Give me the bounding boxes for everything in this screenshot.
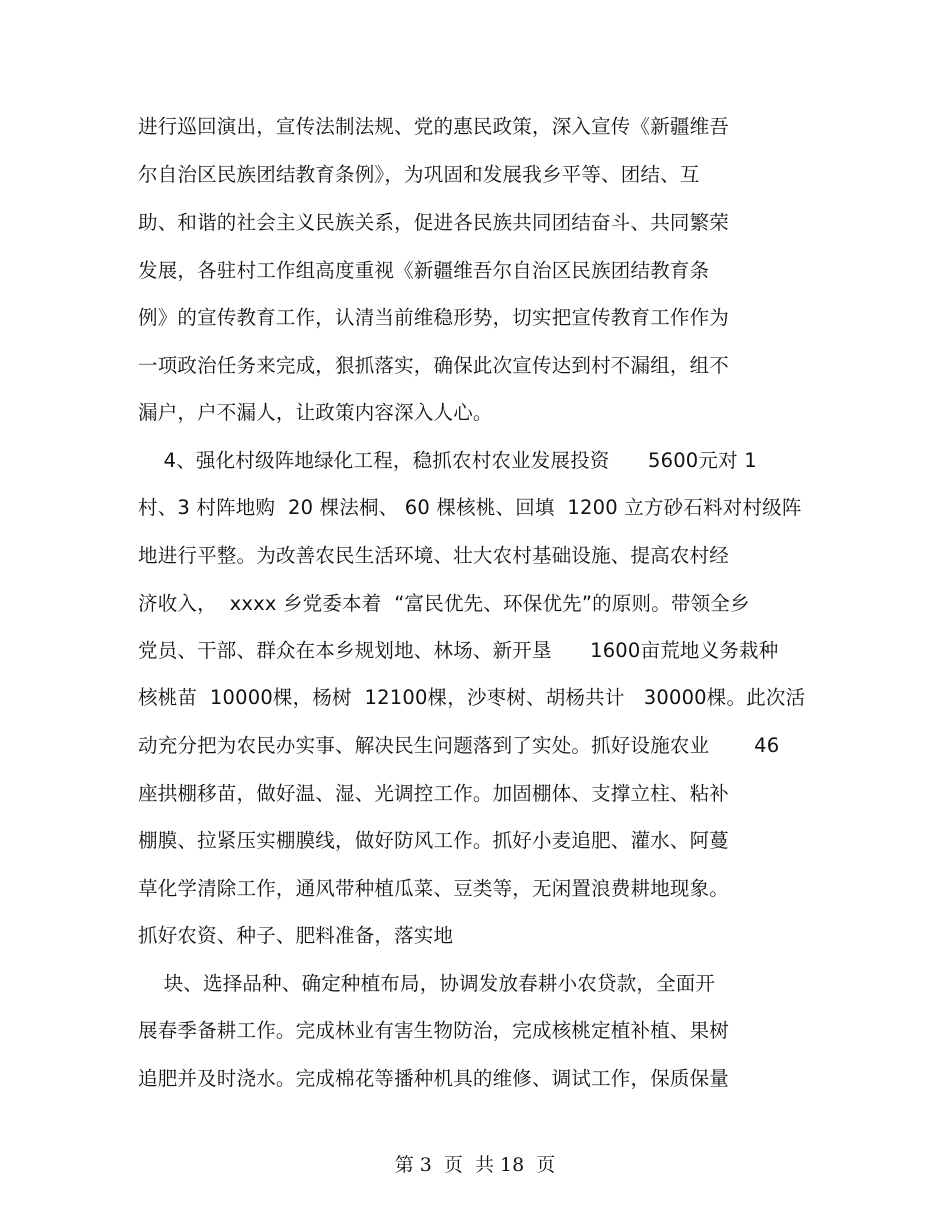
- text-line-10: 地进行平整。为改善农民生活环境、壮大农村基础设施、提高农村经: [138, 544, 730, 567]
- text-line-8: 4、强化村级阵地绿化工程，稳抓农村农业发展投资 5600元对 1: [138, 449, 757, 472]
- text-line-15: 座拱棚移苗，做好温、湿、光调控工作。加固棚体、支撑立柱、粘补: [138, 782, 730, 805]
- text-line-11: 济收入， xxxx 乡党委本着 “富民优先、环保优先”的原则。带领全乡: [138, 592, 750, 615]
- text-line-4: 发展，各驻村工作组高度重视《新疆维吾尔自治区民族团结教育条: [138, 259, 710, 282]
- text-line-17: 草化学清除工作，通风带种植瓜菜、豆类等，无闲置浪费耕地现象。: [138, 877, 730, 900]
- text-line-21: 追肥并及时浇水。完成棉花等播种机具的维修、调试工作，保质保量: [138, 1067, 730, 1090]
- text-line-2: 尔自治区民族团结教育条例》，为巩固和发展我乡平等、团结、互: [138, 163, 700, 186]
- page-number-footer: 第 3 页 共 18 页: [394, 1154, 556, 1176]
- text-line-1: 进行巡回演出，宣传法制法规、党的惠民政策，深入宣传《新疆维吾: [138, 115, 730, 138]
- text-line-19: 块、选择品种、确定种植布局，协调发放春耕小农贷款，全面开: [138, 972, 716, 995]
- text-line-18: 抓好农资、种子、肥料准备，落实地: [138, 924, 454, 947]
- text-line-20: 展春季备耕工作。完成林业有害生物防治，完成核桃定植补植、果树: [138, 1019, 730, 1042]
- text-line-3: 助、和谐的社会主义民族关系，促进各民族共同团结奋斗、共同繁荣: [138, 211, 730, 234]
- text-line-14: 动充分把为农民办实事、解决民生问题落到了实处。抓好设施农业 46: [138, 734, 780, 757]
- text-line-16: 棚膜、拉紧压实棚膜线，做好防风工作。抓好小麦追肥、灌水、阿蔓: [138, 829, 730, 852]
- text-line-13: 核桃苗 10000棵，杨树 12100棵，沙枣树、胡杨共计 30000棵。此次活: [138, 686, 806, 709]
- text-line-6: 一项政治任务来完成，狠抓落实，确保此次宣传达到村不漏组，组不: [138, 354, 730, 377]
- text-line-7: 漏户，户不漏人，让政策内容深入人心。: [138, 401, 493, 424]
- text-line-5: 例》的宣传教育工作，认清当前维稳形势，切实把宣传教育工作作为: [138, 306, 730, 329]
- text-line-12: 党员、干部、群众在本乡规划地、林场、新开垦 1600亩荒地义务栽种: [138, 639, 779, 662]
- text-line-9: 村、3 村阵地购 20 棵法桐、 60 棵核桃、回填 1200 立方砂石料对村级阵: [138, 496, 802, 519]
